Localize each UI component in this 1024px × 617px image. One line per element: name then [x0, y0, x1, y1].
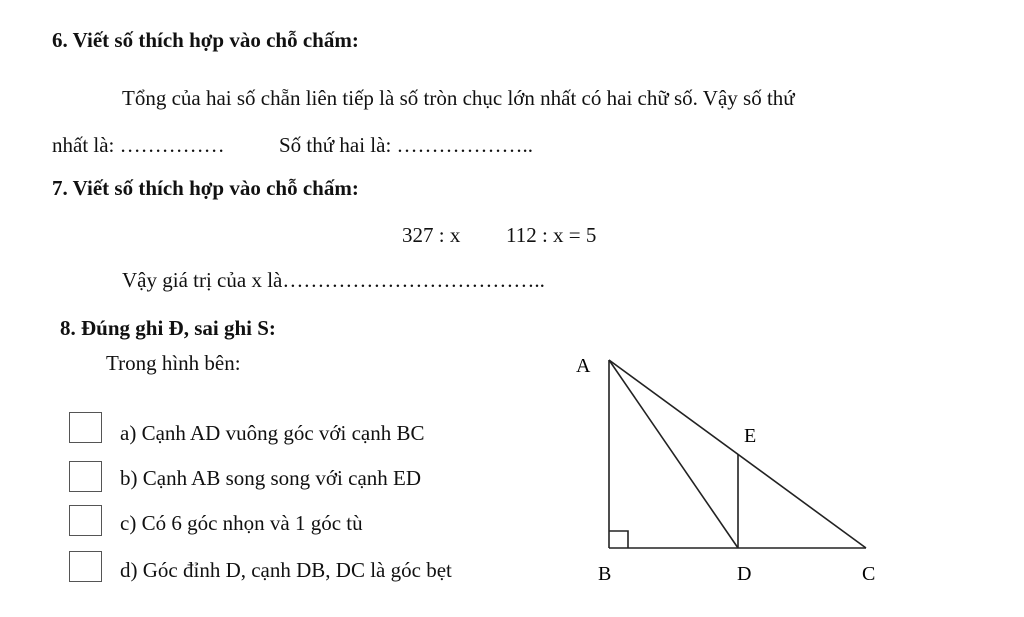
- q7-equation-1: 327 : x: [402, 223, 461, 247]
- option-a: a) Cạnh AD vuông góc với cạnh BC: [120, 421, 425, 445]
- label-C: C: [862, 563, 876, 585]
- q6-heading: 6. Viết số thích hợp vào chỗ chấm:: [52, 28, 359, 52]
- q8-intro: Trong hình bên:: [106, 351, 241, 375]
- q7-answer-blank[interactable]: Vậy giá trị của x là………………………………..: [122, 268, 545, 292]
- label-E: E: [744, 425, 757, 447]
- segment-AD: [609, 360, 738, 548]
- q7-heading: 7. Viết số thích hợp vào chỗ chấm:: [52, 176, 359, 200]
- label-A: A: [576, 355, 591, 377]
- right-angle-marker: [609, 531, 628, 548]
- q7-equation-2: 112 : x = 5: [506, 223, 597, 247]
- q8-heading: 8. Đúng ghi Đ, sai ghi S:: [60, 316, 276, 340]
- option-b: b) Cạnh AB song song với cạnh ED: [120, 466, 422, 490]
- q6-first-number-blank[interactable]: nhất là: ……………: [52, 133, 225, 157]
- label-D: D: [737, 563, 752, 585]
- label-B: B: [598, 563, 612, 585]
- option-c: c) Có 6 góc nhọn và 1 góc tù: [120, 511, 363, 535]
- q6-second-number-blank[interactable]: Số thứ hai là: ………………..: [279, 133, 534, 157]
- option-d: d) Góc đỉnh D, cạnh DB, DC là góc bẹt: [120, 558, 452, 582]
- q6-line1: Tổng của hai số chẵn liên tiếp là số tròn chục lớn nhất có hai chữ số. Vậy số thứ: [122, 86, 795, 110]
